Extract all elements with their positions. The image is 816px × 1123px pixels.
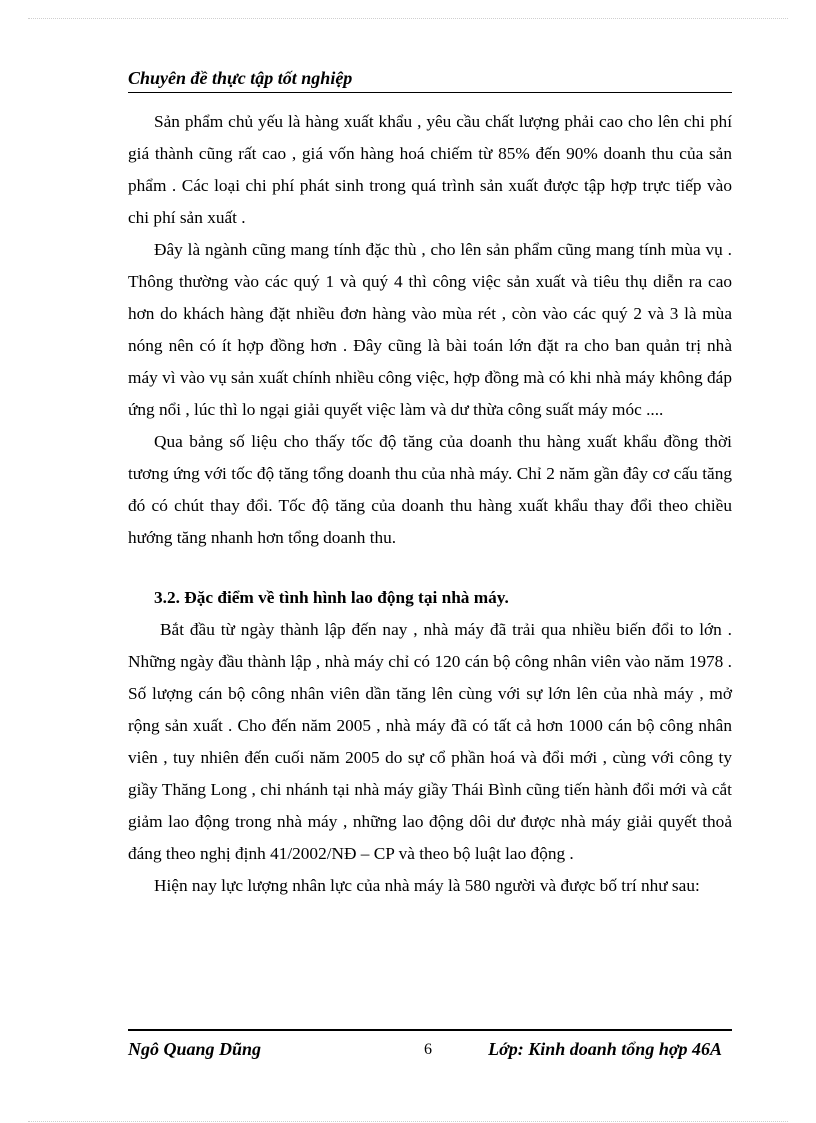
footer-author: Ngô Quang Dũng <box>128 1039 262 1059</box>
document-body <box>128 106 732 902</box>
section-heading: 3.2. Đặc điểm về tình hình lao động tại nhà máy. <box>154 588 509 607</box>
paragraph-seasonality: Đây là ngành cũng mang tính đặc thù , cho lên sản phẩm cũng mang tính mùa vụ . Thông thường vào các quý 1 và quý 4 thì công việc sản xuất và tiêu thụ diễn ra cao hơn do khách hàng đặt nhiều đơn hàng vào mùa rét , còn vào các quý 2 và 3 là mùa nóng nên có ít hợp đồng hơn . Đây cũng là bài toán lớn đặt ra cho ban quản trị nhà máy vì vào vụ sản xuất chính nhiều công việc, hợp đồng mà có khi nhà máy không đáp ứng nổi , lúc thì lo ngại giải quyết việc làm và dư thừa công suất máy móc .... <box>128 240 732 419</box>
page-footer <box>128 1029 732 1065</box>
page-number: 6 <box>424 1041 432 1058</box>
page-header <box>128 64 732 93</box>
paragraph-product-costs: Sản phẩm chủ yếu là hàng xuất khẩu , yêu cầu chất lượng phải cao cho lên chi phí giá thành cũng rất cao , giá vốn hàng hoá chiếm từ 85% đến 90% doanh thu của sản phẩm . Các loại chi phí phát sinh trong quá trình sản xuất được tập hợp trực tiếp vào chi phí sản xuất . <box>128 112 732 227</box>
paragraph-workforce-history: Bắt đầu từ ngày thành lập đến nay , nhà máy đã trải qua nhiều biến đổi to lớn . Những ngày đầu thành lập , nhà máy chỉ có 120 cán bộ công nhân viên vào năm 1978 . Số lượng cán bộ công nhân viên dần tăng lên cùng với sự lớn lên của nhà máy , mở rộng sản xuất . Cho đến năm 2005 , nhà máy đã có tất cả hơn 1000 cán bộ công nhân viên , tuy nhiên đến cuối năm 2005 do sự cổ phần hoá và đổi mới , cùng với công ty giầy Thăng Long , chi nhánh tại nhà máy giầy Thái Bình cũng tiến hành đổi mới và cắt giảm lao động trong nhà máy , những lao động dôi dư được nhà máy giải quyết thoả đáng theo nghị định 41/2002/NĐ – CP và theo bộ luật lao động . <box>128 620 732 863</box>
header-title: Chuyên đề thực tập tốt nghiệp <box>128 68 353 88</box>
paragraph-revenue-growth: Qua bảng số liệu cho thấy tốc độ tăng của doanh thu hàng xuất khẩu đồng thời tương ứng với tốc độ tăng tổng doanh thu của nhà máy. Chỉ 2 năm gần đây cơ cấu tăng đó có chút thay đổi. Tốc độ tăng của doanh thu hàng xuất khẩu thay đổi theo chiều hướng tăng nhanh hơn tổng doanh thu. <box>128 432 732 547</box>
footer-class-label: Lớp: Kinh doanh tổng hợp 46A <box>488 1039 722 1059</box>
paragraph-workforce-current: Hiện nay lực lượng nhân lực của nhà máy là 580 người và được bố trí như sau: <box>154 876 700 895</box>
